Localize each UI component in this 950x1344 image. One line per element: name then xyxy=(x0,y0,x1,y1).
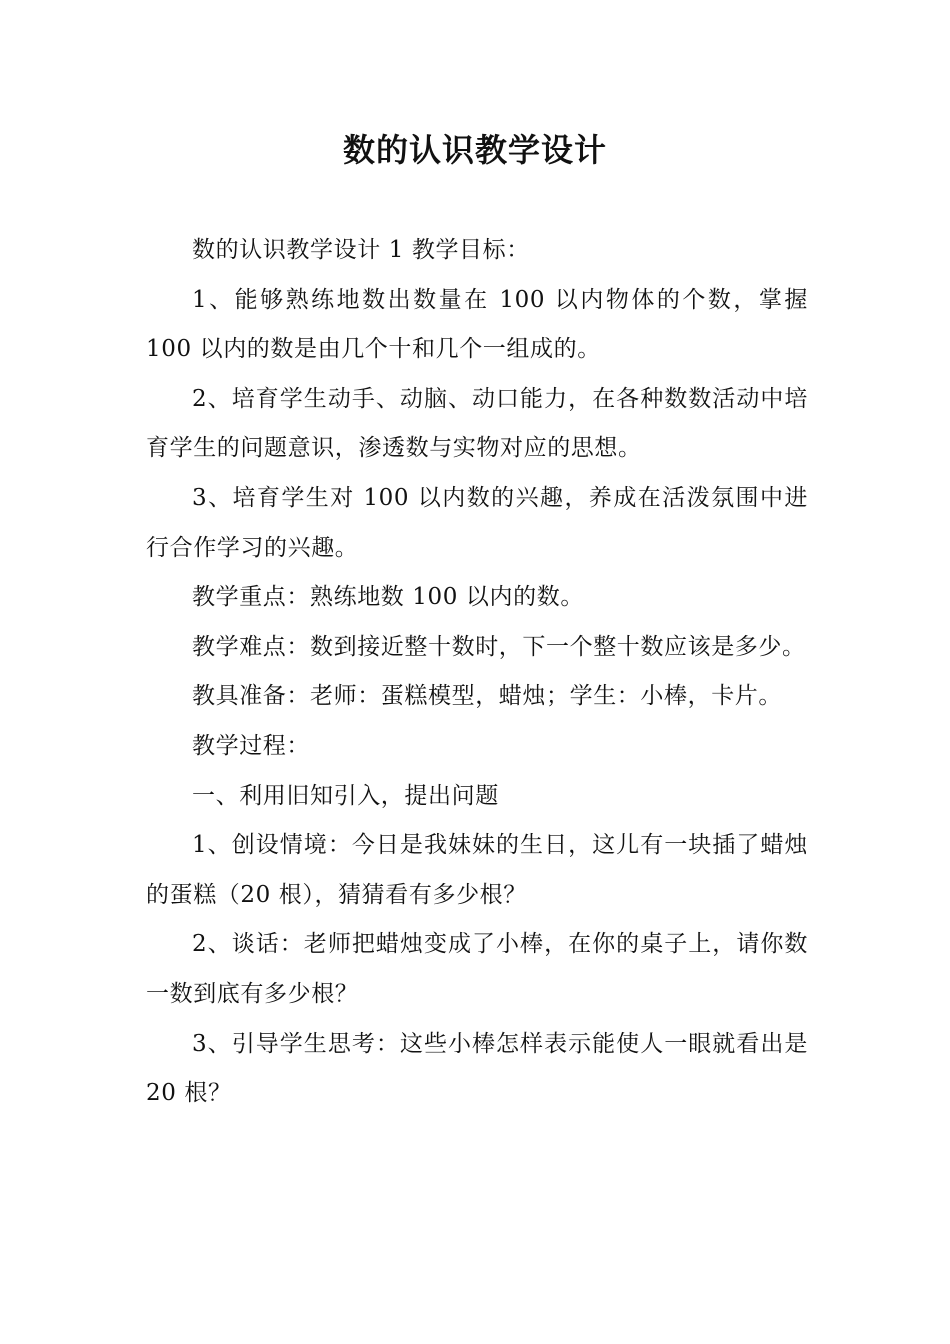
paragraph-key-point: 教学重点：熟练地数 100 以内的数。 xyxy=(192,584,584,611)
paragraph-materials: 教具准备：老师：蛋糕模型，蜡烛；学生：小棒，卡片。 xyxy=(192,683,782,710)
paragraph-goal-3: 3、培育学生对 100 以内数的兴趣，养成在活泼氛围中进行合作学习的兴趣。 xyxy=(146,484,808,561)
paragraph-section-1-heading: 一、利用旧知引入，提出问题 xyxy=(192,782,499,809)
paragraph-process-heading: 教学过程： xyxy=(192,732,310,759)
document-title: 数的认识教学设计 xyxy=(342,131,607,169)
paragraph-goal-2: 2、培育学生动手、动脑、动口能力，在各种数数活动中培育学生的问题意识，渗透数与实物对应的思想。 xyxy=(146,385,808,462)
paragraph-difficulty: 教学难点：数到接近整十数时，下一个整十数应该是多少。 xyxy=(192,633,806,660)
paragraph-step-1: 1、创设情境：今日是我妹妹的生日，这儿有一块插了蜡烛的蛋糕（20 根），猜猜看有多少根？ xyxy=(146,832,808,908)
paragraph-step-3: 3、引导学生思考：这些小棒怎样表示能使人一眼就看出是 20 根？ xyxy=(146,1030,808,1107)
paragraph-intro: 数的认识教学设计 1 教学目标： xyxy=(192,237,530,263)
paragraph-step-2: 2、谈话：老师把蜡烛变成了小棒，在你的桌子上，请你数一数到底有多少根？ xyxy=(146,931,808,1007)
paragraph-goal-1: 1、能够熟练地数出数量在 100 以内物体的个数，掌握 100 以内的数是由几个十和几个一组成的。 xyxy=(146,286,808,363)
document-body xyxy=(146,226,808,1119)
